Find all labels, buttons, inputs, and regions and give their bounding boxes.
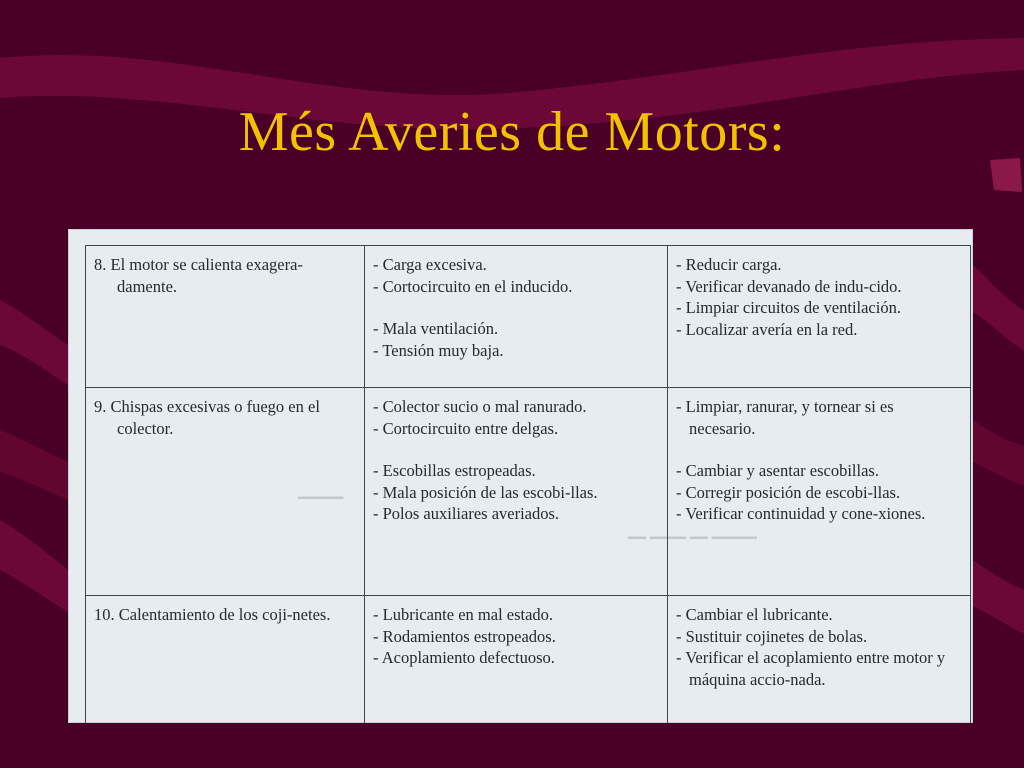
cause-item: - Rodamientos estropeados. [373, 626, 556, 646]
fault-cell [86, 596, 365, 724]
cause-item: - Polos auxiliares averiados. [373, 504, 560, 523]
cause-item: - Carga excesiva. [373, 255, 487, 274]
scanned-table-photo [68, 229, 973, 723]
cause-item: - Mala ventilación. [373, 319, 499, 338]
causes-cell [365, 596, 668, 724]
remedy-item: - Corregir posición de escobi-llas. [676, 482, 901, 502]
cause-item: - Escobillas estropeadas. [373, 461, 536, 480]
faults-table [85, 245, 971, 723]
table-row [86, 246, 971, 388]
fault-cell [86, 246, 365, 388]
remedy-item: - Cambiar el lubricante. [676, 605, 833, 624]
cause-item: - Acoplamiento defectuoso. [373, 648, 555, 667]
remedies-cell [668, 388, 971, 596]
cause-item: - Mala posición de las escobi-llas. [373, 482, 598, 502]
fault-text: 8. El motor se calienta exagera-damente. [94, 255, 303, 296]
remedy-item: - Sustituir cojinetes de bolas. [676, 626, 868, 646]
bleed-through-mark: ━━ ━━━━ ━━ ━━━━━ [628, 531, 757, 547]
remedy-item: - Limpiar, ranurar, y tornear si es necesario. [676, 397, 894, 438]
cause-item: - Lubricante en mal estado. [373, 605, 554, 624]
cause-item: - Tensión muy baja. [373, 340, 504, 360]
remedy-item: - Limpiar circuitos de ventilación. [676, 298, 901, 317]
remedies-cell [668, 596, 971, 724]
remedies-cell [668, 246, 971, 388]
cause-item: - Cortocircuito en el inducido. [373, 276, 573, 296]
remedy-item: - Verificar continuidad y cone-xiones. [676, 504, 926, 523]
remedy-item: - Verificar el acoplamiento entre motor y máquina accio-nada. [676, 648, 946, 689]
table-row [86, 596, 971, 724]
slide-title: Més Averies de Motors: [238, 101, 786, 163]
bleed-through-mark: ━━━━━ [298, 491, 344, 507]
fault-text: 9. Chispas excesivas o fuego en el colector. [94, 397, 320, 438]
remedy-item: - Localizar avería en la red. [676, 319, 858, 339]
fault-cell [86, 388, 365, 596]
cause-item: - Cortocircuito entre delgas. [373, 418, 559, 438]
remedy-item: - Reducir carga. [676, 255, 782, 274]
remedy-item: - Cambiar y asentar escobillas. [676, 461, 879, 480]
fault-text: 10. Calentamiento de los coji-netes. [94, 605, 331, 624]
causes-cell [365, 246, 668, 388]
remedy-item: - Verificar devanado de indu-cido. [676, 276, 902, 296]
table-row [86, 388, 971, 596]
causes-cell [365, 388, 668, 596]
cause-item: - Colector sucio o mal ranurado. [373, 397, 587, 416]
